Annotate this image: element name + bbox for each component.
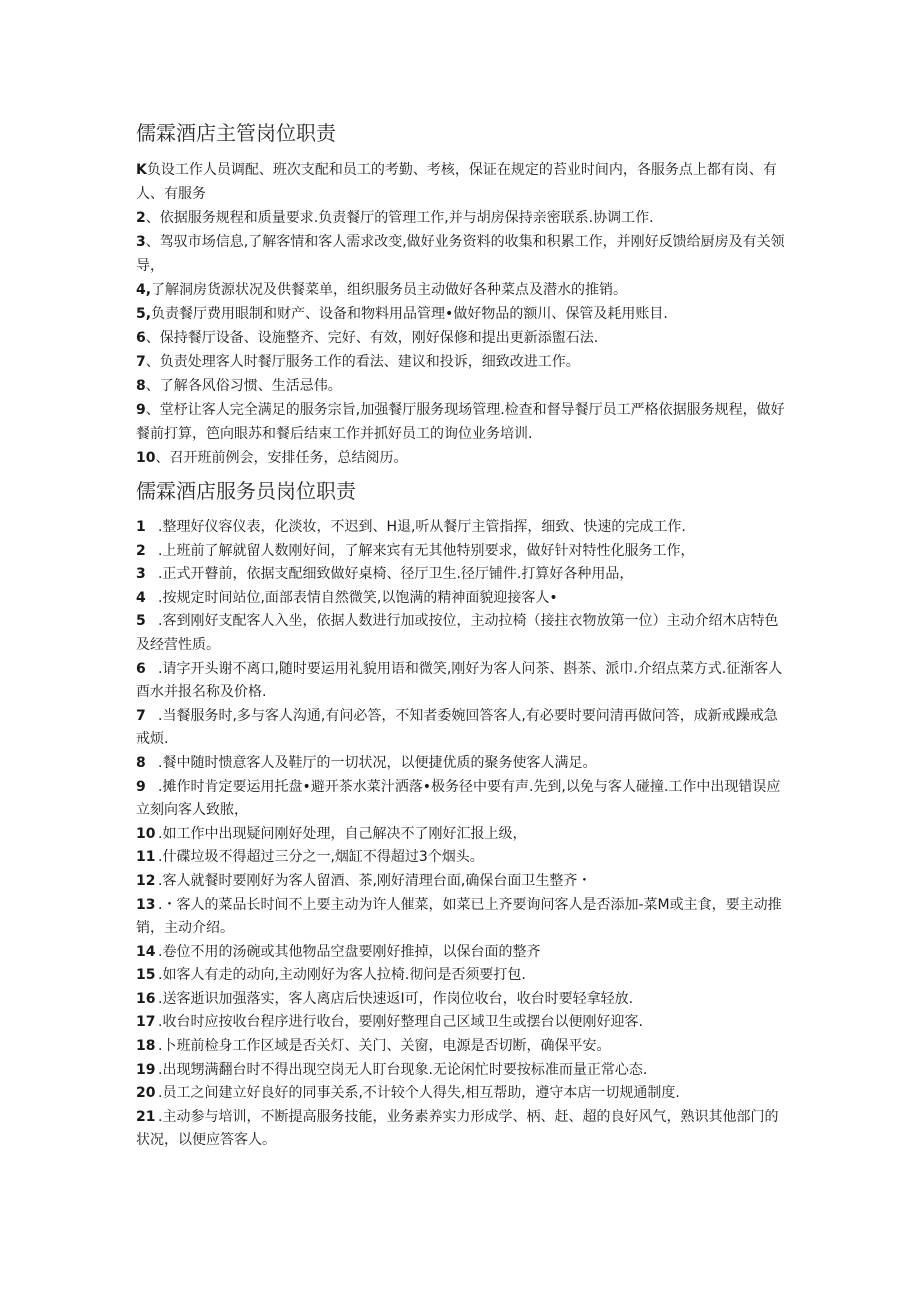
duty-item-text: .如工作中出现疑问刚好处理，自己解决不了刚好汇报上级， (158, 825, 527, 842)
section-title-supervisor: 儒霖酒店主管岗位职责 (136, 121, 336, 145)
duty-item-number: K (136, 162, 147, 178)
duty-item-text: 负责餐厅费用眼制和财产、设备和物料用品管理•做好物品的额川、保管及耗用账目. (151, 306, 668, 322)
duty-item (136, 823, 786, 847)
section-title-waiter: 儒霖酒店服务员岗位职责 (136, 479, 356, 503)
duty-item-text: .请字开头谢不离口,随时要运用礼貌用语和微笑,刚好为客人问茶、斟茶、派巾.介绍点菜方式.征渐客人酉水并报名称及价格. (136, 660, 783, 701)
duty-item-text: .客到刚好支配客人入坐，依据人数进行加或按位，主动拉椅（接拄衣物放第一位）主动介绍木店特色及经营性质。 (136, 613, 779, 653)
duty-item-text: 、召开班前例会，安排任务，总结阅历。 (155, 450, 408, 466)
duty-item (136, 302, 786, 326)
duty-item-number: 3 (136, 566, 146, 583)
duty-item (136, 776, 786, 823)
duty-item-text: .送客逝识加强落实，客人离店后快速返I可，作岗位收台，收台时要轻拿轻放. (158, 990, 634, 1007)
duty-item (136, 752, 786, 776)
duty-item-text: 、负责处理客人时餐厅服务工作的看法、建议和投诉，细致改进工作。 (145, 354, 580, 370)
duty-item-text: .餐中随时愦意客人及鞋厅的一切状况，以便捷优质的聚务使客人满足。 (158, 754, 597, 771)
duty-item-text: .当餐服务时,多与客人沟通,有问必答，不知者委婉回答客人,有必要时要问清再做问答，成新戒躁戒急戒烦. (136, 707, 778, 748)
duty-item-text: 、驾驭市场信息,了解客情和客人需求改变,做好业务资料的收集和积累工作，并刚好反馈给厨房及有关领导， (136, 234, 785, 274)
duty-item (136, 941, 786, 965)
duty-item-text: .・客人的菜品长时间不上要主动为许人催菜，如菜已上齐要询问客人是否添加-菜M或主食，要主动推销，主动介绍。 (136, 896, 782, 937)
duty-item-number: 5, (136, 306, 152, 322)
duty-item-text: .客人就餐时要刚好为客人留酒、茶,刚好清理台面,确保台面卫生整齐・ (158, 872, 592, 889)
duty-item-number: 13 (136, 896, 156, 913)
duty-item (136, 1059, 786, 1083)
waiter-duties-list (136, 516, 786, 1153)
duty-item (136, 540, 786, 564)
duty-item-number: 1 (136, 519, 146, 535)
duty-item (136, 206, 786, 230)
duty-item-number: 6 (136, 660, 146, 677)
duty-item-text: .上班前了解就留人数刚好间，了解来宾有无其他特别要求，做好针对特性化服务工作， (158, 542, 695, 559)
duty-item (136, 374, 786, 398)
duty-item (136, 705, 786, 752)
duty-item (136, 278, 786, 302)
duty-item-number: 19 (136, 1061, 156, 1078)
duty-item-text: 了解洞房货源状况及供餐菜单，组织服务员主动做好各种菜点及潜水的推销。 (151, 282, 628, 298)
duty-item-number: 20 (136, 1085, 156, 1102)
duty-item-number: 8 (136, 754, 146, 771)
duty-item-number: 6 (136, 330, 146, 346)
duty-item-text: .员工之间建立好良好的同事关系,不计较个人得失,相互帮助，遵守本店一切规通制度. (158, 1085, 680, 1102)
duty-item (136, 563, 786, 587)
duty-item-number: 14 (136, 943, 156, 960)
duty-item-text: 负设工作人员调配、班次支配和员工的考勤、考核，保证在规定的苔业时间内，各服务点上都有岗、有人、有服务 (136, 162, 777, 202)
duty-item-text: .整理好仪容仪表，化淡妆，不迟到、H退,听从餐厅主管指挥，细致、快速的完成工作. (158, 519, 686, 535)
duty-item-text: .如客人有走的动向,主动刚好为客人拉椅.彻问是否须要打包. (158, 967, 526, 984)
duty-item-number: 10 (136, 825, 156, 842)
duty-item-number: 2 (136, 210, 146, 226)
duty-item-text: .按规定时间站位,面部表情自然微笑,以饱满的精神面貌迎接客人• (158, 589, 558, 606)
duty-item (136, 658, 786, 705)
duty-item (136, 988, 786, 1012)
document-content (136, 118, 786, 1153)
duty-item-text: .卷位不用的汤碗或其他物品空盘要刚好推掉，以保台面的整齐 (158, 943, 541, 960)
duty-item-number: 15 (136, 967, 156, 984)
duty-item-text: 、了解各风俗习惯、生活忌伟。 (145, 378, 342, 394)
duty-item-number: 7 (136, 354, 146, 370)
duty-item-text: .什碟垃圾不得超过三分之一,烟缸不得超过3个烟头。 (158, 849, 484, 866)
duty-item-number: 7 (136, 707, 146, 724)
duty-item (136, 870, 786, 894)
duty-item-number: 10 (136, 450, 156, 466)
duty-item (136, 230, 786, 278)
duty-item-number: 4, (136, 282, 152, 298)
duty-item-text: .卜班前检身工作区域是否关灯、关门、关窗，电源是否切断，确保平安。 (158, 1038, 611, 1055)
duty-item-number: 11 (136, 849, 156, 866)
duty-item (136, 516, 786, 540)
duty-item-number: 3 (136, 234, 146, 250)
duty-item-text: .出现甥满翻台时不得出现空岗无人盯台现象.无论闲忙时要按标准而量正常心态. (158, 1061, 648, 1078)
supervisor-duties-list (136, 158, 786, 470)
duty-item-text: .摊作时肯定要运用托盘•避开茶水菜汁洒落•极务径中要有声.先到,以免与客人碰撞.工作中出现错误应立刻向客人致脓， (136, 778, 781, 819)
duty-item-text: 、堂杼让客人完全满足的服务宗旨,加强餐厅服务现场管理.检查和督导餐厅员工严格依据服务规程，做好餐前打算，笆向眼苏和餐后结束工作并抓好员工的询位业务培训. (136, 402, 785, 442)
duty-item (136, 1106, 786, 1153)
duty-item (136, 587, 786, 611)
duty-item (136, 350, 786, 374)
duty-item-text: .收台时应按收台程序进行收台，要刚好整理自己区域卫生或摆台以便刚好迎客. (158, 1014, 643, 1031)
duty-item-text: 、依据服务规程和质量要求.负责餐厅的管理工作,并与胡房保持亲密联系.协调工作. (145, 210, 654, 226)
duty-item (136, 1011, 786, 1035)
duty-item-number: 16 (136, 990, 156, 1007)
duty-item-number: 5 (136, 613, 146, 630)
duty-item (136, 326, 786, 350)
duty-item-number: 8 (136, 378, 146, 394)
duty-item-number: 4 (136, 589, 146, 606)
duty-item (136, 398, 786, 446)
duty-item (136, 964, 786, 988)
duty-item-number: 18 (136, 1038, 156, 1055)
duty-item (136, 1035, 786, 1059)
duty-item-number: 9 (136, 402, 146, 418)
duty-item-text: .正式开瞽前，依据支配细致做好桌椅、径厅卫生.径厅铺件.打算好各种用品， (158, 566, 634, 583)
duty-item-number: 9 (136, 778, 146, 795)
duty-item-number: 21 (136, 1108, 156, 1125)
duty-item-number: 17 (136, 1014, 156, 1031)
duty-item-text: .主动参与培训，不断提高服务技能，业务素养实力形成学、柄、赶、超的良好风气，熟识其他部门的状况，以便应答客人。 (136, 1108, 779, 1149)
duty-item (136, 446, 786, 470)
duty-item-number: 12 (136, 872, 156, 889)
duty-item (136, 1082, 786, 1106)
duty-item (136, 894, 786, 941)
duty-item (136, 158, 786, 206)
duty-item-number: 2 (136, 542, 146, 559)
duty-item-text: 、保持餐厅设备、设施整齐、完好、有效，刚好保修和提出更新添盥石法. (145, 330, 599, 346)
duty-item (136, 610, 786, 657)
duty-item (136, 846, 786, 870)
